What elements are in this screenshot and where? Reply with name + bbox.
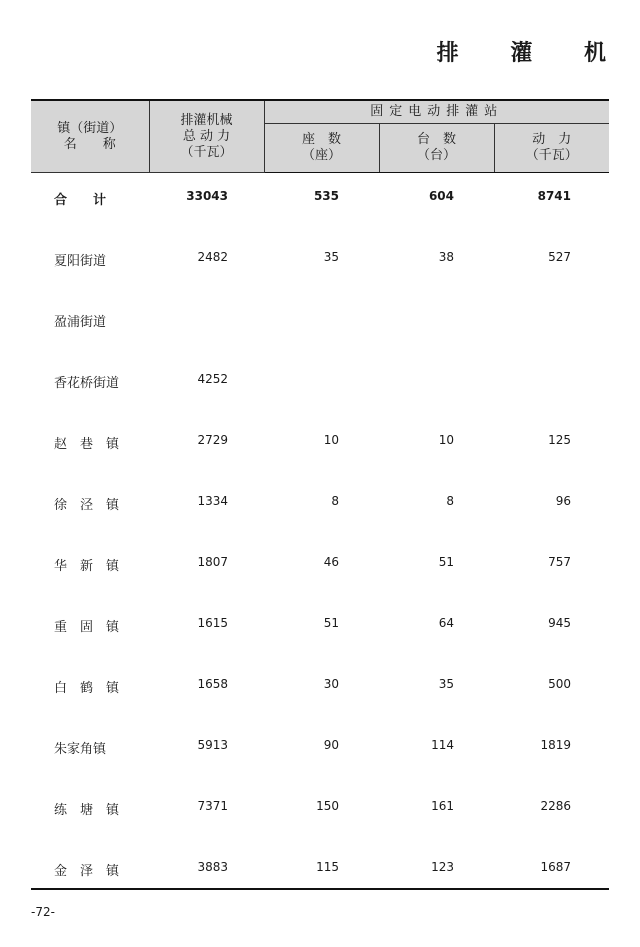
table-row — [31, 661, 609, 722]
header-town-name — [31, 100, 149, 173]
row-power: 2482 — [197, 250, 228, 264]
header-total-power — [149, 100, 264, 173]
row-kw: 527 — [548, 250, 572, 264]
table-header — [31, 100, 609, 173]
row-seats: 115 — [316, 860, 339, 874]
row-kw — [494, 295, 571, 311]
row-name: 赵 巷 镇 — [54, 437, 120, 452]
row-name: 朱家角镇 — [54, 742, 107, 757]
table-row — [31, 295, 609, 356]
row-seats: 10 — [323, 433, 339, 447]
row-seats: 535 — [313, 189, 339, 203]
row-power: 33043 — [186, 189, 228, 203]
row-units: 8 — [446, 494, 454, 508]
row-name: 金 泽 镇 — [54, 864, 120, 879]
row-seats: 30 — [323, 677, 339, 691]
row-units: 161 — [431, 799, 454, 813]
row-name: 盈浦街道 — [54, 315, 107, 330]
table-row — [31, 417, 609, 478]
bottom-divider — [31, 888, 609, 890]
row-name: 华 新 镇 — [54, 559, 120, 574]
row-kw — [494, 356, 571, 372]
row-units — [379, 356, 454, 372]
table-row — [31, 478, 609, 539]
table-row — [31, 539, 609, 600]
header-units-line2: （台） — [416, 148, 456, 163]
row-units — [379, 295, 454, 311]
row-name: 夏阳街道 — [54, 254, 107, 269]
header-town-name-line1: 镇（街道） — [57, 120, 123, 136]
row-kw: 500 — [548, 677, 572, 691]
row-power: 1615 — [197, 616, 228, 630]
row-seats — [264, 356, 339, 372]
header-seats — [264, 124, 379, 173]
row-power: 7371 — [197, 799, 228, 813]
row-name: 重 固 镇 — [54, 620, 120, 635]
row-units: 38 — [438, 250, 454, 264]
header-kw — [494, 124, 609, 173]
table-container — [31, 99, 609, 905]
row-kw: 1687 — [540, 860, 572, 874]
header-town-name-line2: 名 称 — [63, 136, 116, 152]
row-kw: 1819 — [540, 738, 572, 752]
header-units — [379, 124, 494, 173]
row-kw: 8741 — [537, 189, 572, 203]
row-seats: 90 — [323, 738, 339, 752]
table-row — [31, 722, 609, 783]
page-number: -72- — [31, 905, 55, 919]
row-units: 51 — [438, 555, 454, 569]
header-seats-line2: （座） — [301, 148, 341, 163]
table-row — [31, 844, 609, 905]
row-units: 35 — [438, 677, 454, 691]
header-total-power-line2: 总 动 力 — [182, 128, 231, 144]
header-units-line1: 台 数 — [416, 132, 456, 147]
header-total-power-line3: （千瓦） — [180, 144, 233, 160]
row-units: 114 — [431, 738, 454, 752]
page-title: 排 灌 机 — [436, 40, 628, 66]
row-power: 4252 — [197, 372, 228, 386]
row-name: 练 塘 镇 — [54, 803, 120, 818]
row-seats: 51 — [323, 616, 339, 630]
row-power: 3883 — [197, 860, 228, 874]
row-kw: 96 — [555, 494, 572, 508]
header-total-power-line1: 排灌机械 — [180, 112, 233, 128]
row-name: 香花桥街道 — [54, 376, 120, 391]
row-seats: 150 — [316, 799, 339, 813]
row-kw: 125 — [548, 433, 572, 447]
row-units: 64 — [438, 616, 454, 630]
table-row — [31, 600, 609, 661]
row-power — [149, 295, 228, 311]
row-units: 604 — [428, 189, 454, 203]
row-name: 白 鹤 镇 — [54, 681, 120, 696]
header-seats-line1: 座 数 — [301, 132, 341, 147]
row-seats: 35 — [323, 250, 339, 264]
table-body — [31, 173, 609, 906]
table-row — [31, 234, 609, 295]
row-seats: 8 — [331, 494, 339, 508]
row-power: 5913 — [197, 738, 228, 752]
row-name: 合 计 — [54, 193, 107, 208]
table-row — [31, 783, 609, 844]
row-power: 1807 — [197, 555, 228, 569]
row-power: 2729 — [197, 433, 228, 447]
row-units: 10 — [438, 433, 454, 447]
row-kw: 2286 — [540, 799, 572, 813]
row-kw: 945 — [548, 616, 572, 630]
row-seats: 46 — [323, 555, 339, 569]
table-row-total — [31, 173, 609, 235]
irrigation-table — [31, 99, 609, 905]
row-power: 1658 — [197, 677, 228, 691]
header-kw-line2: （千瓦） — [525, 148, 578, 163]
header-station-group: 固定电动排灌站 — [264, 100, 609, 124]
header-kw-line1: 动 力 — [532, 132, 572, 147]
row-seats — [264, 295, 339, 311]
row-power: 1334 — [197, 494, 228, 508]
table-row — [31, 356, 609, 417]
row-kw: 757 — [548, 555, 572, 569]
row-units: 123 — [431, 860, 454, 874]
row-name: 徐 泾 镇 — [54, 498, 120, 513]
